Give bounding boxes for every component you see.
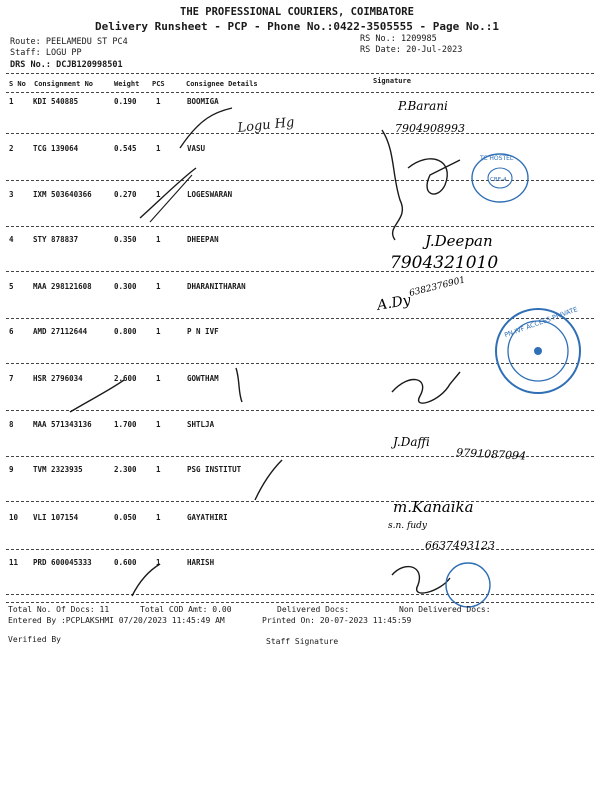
cell-consignment: VLI 107154 — [33, 513, 79, 522]
entered-by-label: Entered By : — [8, 616, 66, 625]
staff-scrawl: Logu Hg — [236, 115, 296, 136]
verified-by-label: Verified By — [8, 635, 61, 644]
handwritten-name: J.Daffi — [393, 435, 430, 449]
pen-stroke — [132, 564, 160, 596]
total-cod — [140, 605, 232, 614]
cell-pcs: 1 — [156, 513, 161, 522]
cell-consignee: SHTLJA — [187, 420, 215, 429]
cell-sno: 5 — [9, 282, 14, 291]
staff-value: LOGU PP — [45, 48, 82, 58]
cell-consignee: PSG INSTITUT — [187, 465, 242, 474]
cell-pcs: 1 — [156, 465, 161, 474]
col-consignment: Consignment No — [34, 80, 94, 88]
cell-consignment: MAA 298121608 — [33, 282, 92, 291]
staff-signature-label: Staff Signature — [266, 637, 339, 646]
handwritten-name: P.Barani — [398, 99, 448, 113]
cell-consignee: VASU — [187, 144, 206, 153]
runsheet-subtitle: Delivery Runsheet - PCP - Phone No.:0422-3505555 - Page No.:1 — [95, 20, 499, 33]
cell-weight: 0.600 — [114, 558, 137, 567]
cell-weight: 0.800 — [114, 327, 137, 336]
cell-consignment: IXM 503640366 — [33, 190, 92, 199]
entered-by — [8, 616, 225, 625]
cell-consignment: PRD 600045333 — [33, 558, 92, 567]
cell-consignee: GAYATHIRI — [187, 513, 228, 522]
cell-pcs: 1 — [156, 558, 161, 567]
stamp-outline — [446, 563, 490, 607]
cell-pcs: 1 — [156, 144, 161, 153]
stamp-text: TC HOSTEL — [480, 155, 514, 162]
cell-weight: 0.300 — [114, 282, 137, 291]
handwritten-phone: 6382376901 — [408, 275, 467, 299]
cell-weight: 2.600 — [114, 374, 137, 383]
stamp-text: CBE-4 — [490, 177, 507, 183]
cell-consignee: BOOMIGA — [187, 97, 219, 106]
divider — [6, 602, 594, 603]
cell-sno: 6 — [9, 327, 14, 336]
cell-pcs: 1 — [156, 374, 161, 383]
cell-sno: 10 — [9, 513, 19, 522]
cell-consignment: STY 878837 — [33, 235, 79, 244]
handwritten-phone: 7904321010 — [390, 253, 499, 273]
cell-consignment: KDI 540885 — [33, 97, 79, 106]
cell-sno: 9 — [9, 465, 14, 474]
pen-stroke — [140, 168, 196, 218]
drs-label: DRS No.: — [10, 60, 51, 70]
cell-weight: 2.300 — [114, 465, 137, 474]
cell-weight: 0.270 — [114, 190, 137, 199]
total-docs-value: 11 — [99, 605, 110, 614]
cell-pcs: 1 — [156, 190, 161, 199]
col-sno: S No — [9, 80, 26, 88]
cell-sno: 1 — [9, 97, 14, 106]
cell-consignee: P N IVF — [187, 327, 219, 336]
cell-weight: 0.050 — [114, 513, 137, 522]
cell-consignment: MAA 571343136 — [33, 420, 92, 429]
cell-weight: 0.545 — [114, 144, 137, 153]
cell-consignee: GOWTHAM — [187, 374, 219, 383]
col-weight: Weight — [114, 80, 140, 88]
cell-pcs: 1 — [156, 235, 161, 244]
drs-value: DCJB120998501 — [56, 60, 123, 70]
cell-pcs: 1 — [156, 327, 161, 336]
rs-date-value: 20-Jul-2023 — [406, 45, 463, 55]
staff-label: Staff: — [10, 48, 41, 58]
handwritten-phone: 6637493123 — [425, 539, 495, 552]
cell-weight: 0.350 — [114, 235, 137, 244]
printed-on-label: Printed On: — [262, 616, 315, 625]
cell-sno: 4 — [9, 235, 14, 244]
total-cod-value: 0.00 — [212, 605, 232, 614]
cell-sno: 11 — [9, 558, 19, 567]
signature-scribble — [382, 130, 402, 240]
company-title: THE PROFESSIONAL COURIERS, COIMBATORE — [180, 6, 414, 18]
cell-pcs: 1 — [156, 282, 161, 291]
pen-stroke — [236, 368, 242, 402]
rs-no-label: RS No.: — [360, 34, 396, 44]
cell-sno: 3 — [9, 190, 14, 199]
route-value: PEELAMEDU ST PC4 — [45, 37, 128, 47]
col-consignee: Consignee Details — [186, 80, 258, 88]
handwritten-phone: 7904908993 — [395, 122, 465, 135]
cell-pcs: 1 — [156, 97, 161, 106]
cell-consignment: TVM 2323935 — [33, 465, 83, 474]
pen-stroke — [180, 108, 232, 148]
cell-pcs: 1 — [156, 420, 161, 429]
stamp-dot — [534, 347, 542, 355]
cell-sno: 7 — [9, 374, 14, 383]
cell-consignee: LOGESWARAN — [187, 190, 233, 199]
handwritten-name: J.Deepan — [425, 232, 493, 250]
cell-weight: 1.700 — [114, 420, 137, 429]
printed-on-value: 20-07-2023 11:45:59 — [319, 616, 412, 625]
signature-scribble — [408, 159, 460, 194]
handwritten-name: m.Kanaika — [393, 498, 474, 516]
signature-scribble — [392, 372, 460, 403]
total-cod-label: Total COD Amt: — [140, 605, 208, 614]
col-pcs: PCS — [152, 80, 165, 88]
route-label: Route: — [10, 37, 41, 47]
total-docs-label: Total No. Of Docs: — [8, 605, 95, 614]
rs-date-label: RS Date: — [360, 45, 401, 55]
stamp-text: PN IVF ACCESS PRIVATE — [503, 305, 579, 340]
cell-consignment: TCG 139064 — [33, 144, 79, 153]
col-signature: Signature — [373, 77, 411, 85]
cell-sno: 2 — [9, 144, 14, 153]
handwritten-name: A.Dy — [375, 292, 412, 314]
handwritten-note: s.n. fudy — [388, 521, 427, 531]
printed-on — [262, 616, 411, 625]
non-delivered-docs-label: Non Delivered Docs: — [399, 605, 491, 614]
rs-no-value: 1209985 — [400, 34, 437, 44]
cell-weight: 0.190 — [114, 97, 137, 106]
cell-consignee: DHEEPAN — [187, 235, 219, 244]
cell-consignment: HSR 2796034 — [33, 374, 83, 383]
total-docs — [8, 605, 109, 614]
pen-stroke — [255, 460, 282, 500]
cell-sno: 8 — [9, 420, 14, 429]
handwritten-phone: 9791087094 — [455, 446, 527, 463]
entered-by-value: PCPLAKSHMI 07/20/2023 11:45:49 AM — [65, 616, 225, 625]
cell-consignment: AMD 27112644 — [33, 327, 88, 336]
pen-stroke — [70, 380, 124, 412]
pen-stroke — [150, 175, 192, 222]
signature-scribble — [392, 567, 450, 594]
cell-consignee: HARISH — [187, 558, 215, 567]
delivered-docs-label: Delivered Docs: — [277, 605, 350, 614]
cell-consignee: DHARANITHARAN — [187, 282, 246, 291]
